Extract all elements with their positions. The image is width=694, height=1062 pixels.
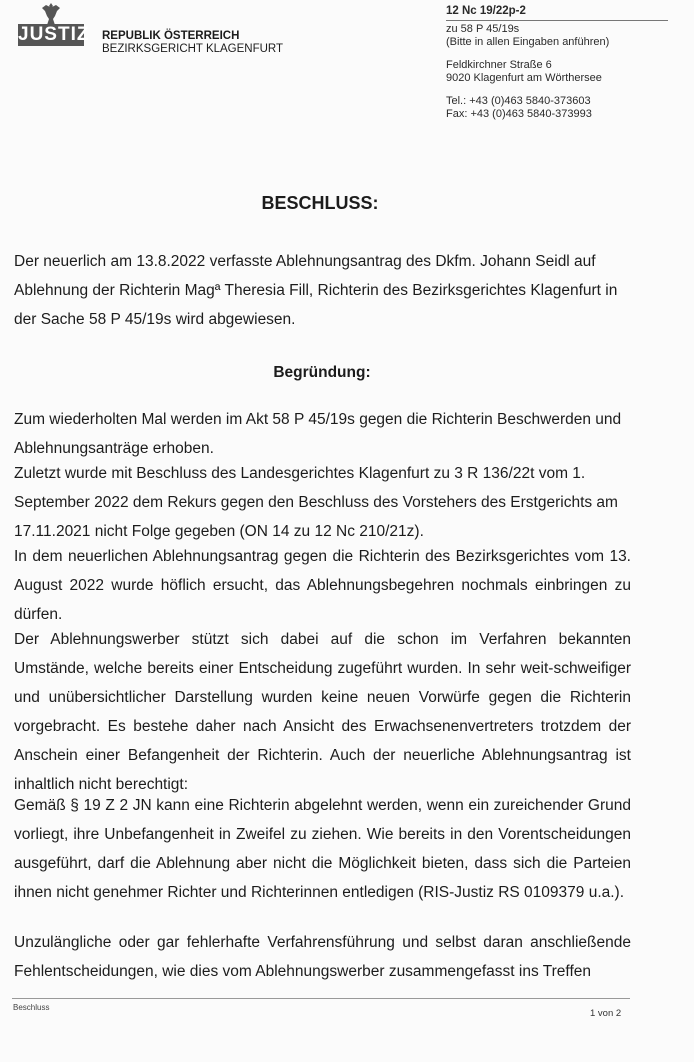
- court-header: [102, 30, 283, 56]
- footer-divider: [12, 998, 630, 999]
- footer-label: Beschluss: [13, 1003, 50, 1012]
- page-number: 1 von 2: [590, 1008, 622, 1019]
- telephone: Tel.: +43 (0)463 5840-373603: [446, 94, 591, 107]
- court-name: BEZIRKSGERICHT KLAGENFURT: [102, 43, 284, 55]
- fax: Fax: +43 (0)463 5840-373993: [446, 108, 592, 120]
- decision-text: Der neuerlich am 13.8.2022 verfasste Ablehnungsantrag des Dkfm. Johann Seidl auf Ablehnung der Richterin Magª Theresia Fill, Richterin des Bezirksgerichtes Klagenfurt in der Sache 58 P 45/19s wird abgewiesen.: [14, 253, 618, 328]
- document-title: BESCHLUSS:: [261, 193, 379, 213]
- reasoning-heading: Begründung:: [273, 364, 371, 381]
- city-address: 9020 Klagenfurt am Wörthersee: [446, 72, 602, 84]
- logo-wordmark: JUSTIZ: [18, 24, 90, 45]
- paragraph-5: Gemäß § 19 Z 2 JN kann eine Richterin abgelehnt werden, wenn ein zureichender Grund vorliegt, ihre Unbefangenheit in Zweifel zu ziehen. Wie bereits in den Vorentscheidungen ausgeführt, darf die Ablehnung aber nicht die Möglichkeit bieten, dass sich die Parteien ihnen nicht genehmer Richter und Richterinnen entledigen (RIS-Justiz RS 0109379 u.a.).: [14, 797, 631, 901]
- paragraph-6: Unzulängliche oder gar fehlerhafte Verfahrensführung und selbst daran anschließende Fehlentscheidungen, wie dies vom Ablehnungswerber zusammengefasst ins Treffen: [14, 934, 631, 980]
- paragraph-2: Zuletzt wurde mit Beschluss des Landesgerichtes Klagenfurt zu 3 R 136/22t vom 1. September 2022 dem Rekurs gegen den Beschluss des Vorstehers des Erstgerichts am 17.11.2021 nicht Folge gegeben (ON 14 zu 12 Nc 210/21z).: [14, 465, 618, 540]
- eagle-icon: [40, 2, 62, 26]
- paragraph-3: In dem neuerlichen Ablehnungsantrag gegen die Richterin des Bezirksgerichtes vom 13. August 2022 wurde höflich ersucht, das Ablehnungsbegehren nochmals einbringen zu dürfen.: [14, 548, 631, 623]
- paragraph-4: Der Ablehnungswerber stützt sich dabei auf die schon im Verfahren bekannten Umstände, welche bereits einer Entscheidung zugeführt wurden. In sehr weit-schweifiger und unübersichtlicher Darstellung wurden keine neuen Vorwürfe gegen die Richterin vorgebracht. Es bestehe daher nach Ansicht des Erwachsenenvertreters trotzdem der Anschein einer Befangenheit der Richterin. Auch der neuerliche Ablehnungsantrag ist inhaltlich nicht berechtigt:: [14, 631, 631, 793]
- reference-block: [446, 5, 668, 122]
- street-address: Feldkirchner Straße 6: [446, 58, 552, 71]
- case-number: 12 Nc 19/22p-2: [446, 5, 668, 21]
- republik-label: REPUBLIK ÖSTERREICH: [102, 30, 240, 42]
- paragraph-1: Zum wiederholten Mal werden im Akt 58 P 45/19s gegen die Richterin Beschwerden und Ablehnungsanträge erhoben.: [14, 411, 622, 457]
- justiz-logo: [14, 2, 88, 60]
- citation-note: (Bitte in allen Eingaben anführen): [446, 36, 610, 48]
- related-case: zu 58 P 45/19s: [446, 22, 520, 35]
